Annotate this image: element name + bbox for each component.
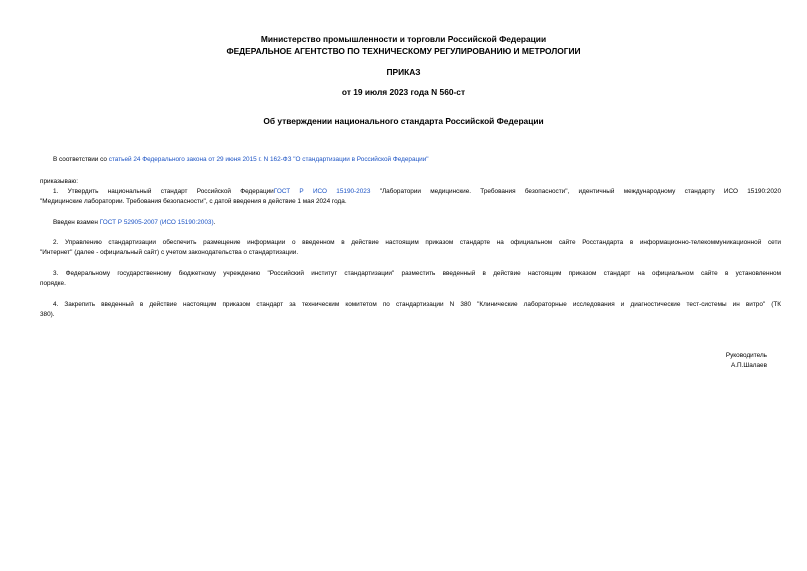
document-title: Об утверждении национального стандарта Российской Федерации [263,116,544,126]
item-3-line-2: порядке. [40,280,66,287]
signature-title: Руководитель [725,352,767,359]
ministry-name: Министерство промышленности и торговли Российской Федерации [260,34,547,44]
preamble-prefix: В соответствии со [53,156,109,163]
item-4-line-1: 4. Закрепить введенный в действие настоящим приказом стандарт за техническим комитетом по стандартизации N 380 "Клинические лабораторные исследования и диагностические тест-системы ин витро" (ТК [53,301,781,308]
agency-name: ФЕДЕРАЛЬНОЕ АГЕНТСТВО ПО ТЕХНИЧЕСКОМУ РЕГУЛИРОВАНИЮ И МЕТРОЛОГИИ [226,46,581,56]
gost-52905-2007-link[interactable]: ГОСТ Р 52905-2007 (ИСО 15190:2003) [99,219,214,226]
document-type: ПРИКАЗ [386,67,421,77]
federal-law-link[interactable]: статьей 24 Федерального закона от 29 июня 2015 г. N 162-ФЗ "О стандартизации в Российской Федерации" [108,156,429,163]
item-4 [40,300,781,310]
order-word: приказываю: [40,178,78,185]
signature-name: А.П.Шалаев [730,362,767,369]
item-1-line-1 [53,187,781,197]
item-4-line-2: 380). [40,311,55,318]
item-1-line-2: "Медицинские лаборатории. Требования безопасности", с датой введения в действие 1 мая 2024 года. [40,198,347,205]
item-3-line-1: 3. Федеральному государственному бюджетному учреждению "Российский институт стандартизации" разместить введенный в действие настоящим приказом стандарт на официальном сайте в установленном [53,270,781,277]
item-3 [40,269,781,279]
item-2 [40,238,781,248]
replacement-suffix: . [213,219,216,226]
item-2-line-2: "Интернет" (далее - официальный сайт) с учетом законодательства о стандартизации. [40,249,299,256]
document-date-number: от 19 июля 2023 года N 560-ст [341,87,466,97]
replacement-note [40,218,781,228]
item-2-line-1: 2. Управлению стандартизации обеспечить размещение информации о введенном в действие настоящим приказом стандарте на официальном сайте Росстандарта в информационно-телекоммуникационной сети [53,239,781,246]
preamble [40,155,781,165]
item-1-prefix: 1. Утвердить национальный стандарт Российской Федерации [53,188,274,195]
replacement-prefix: Введен взамен [53,219,100,226]
item-1-suffix: "Лаборатории медицинские. Требования безопасности", идентичный международному стандарту ИСО 15190:2020 [370,188,782,195]
item-1 [40,187,781,197]
gost-iso-15190-2023-link[interactable]: ГОСТ Р ИСО 15190-2023 [273,188,371,195]
